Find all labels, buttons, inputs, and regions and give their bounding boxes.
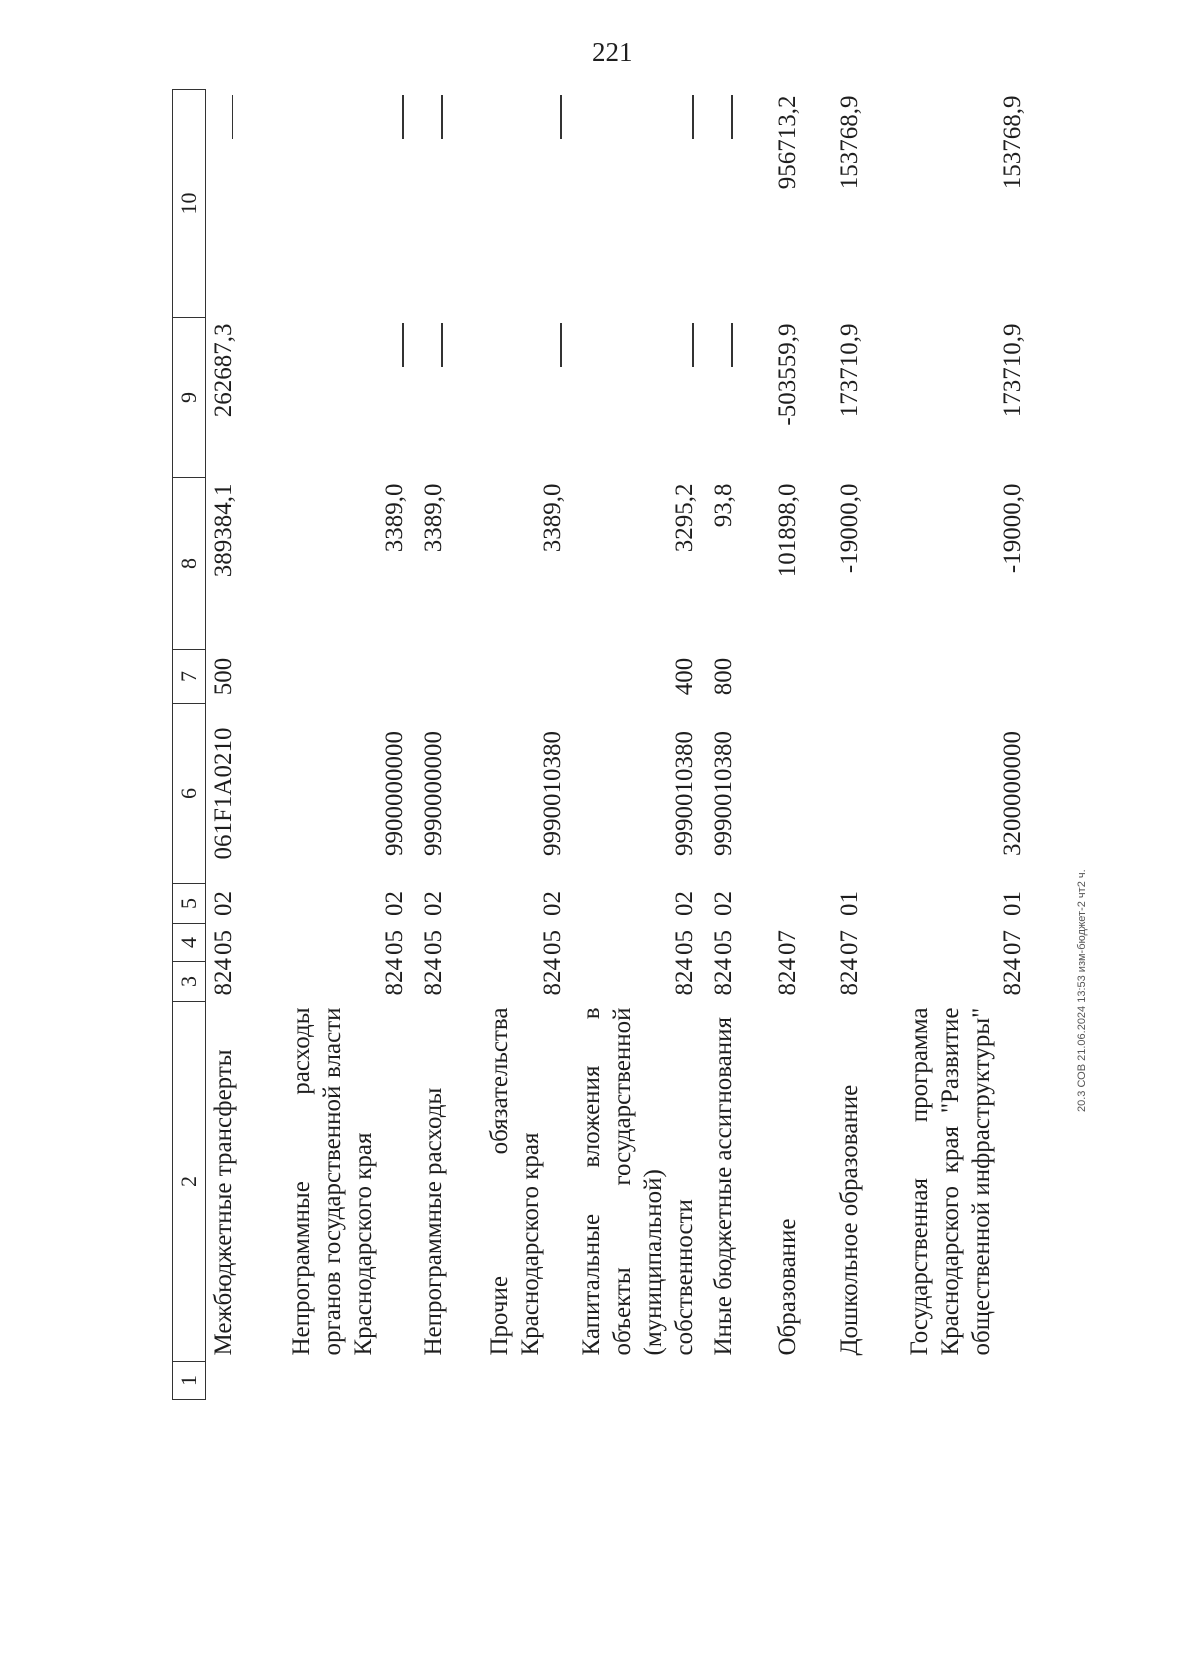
- dash-mark: [441, 324, 443, 368]
- budget-table-wrapper: [172, 90, 1052, 1400]
- table-row: [826, 90, 896, 1400]
- cell-col-1: [476, 1362, 568, 1400]
- cell-col-9: 173710,9: [835, 323, 863, 418]
- cell-col-3: 824: [210, 958, 237, 996]
- cell-col-7: [826, 650, 896, 704]
- dash-mark: [731, 96, 733, 140]
- cell-col-9: 173710,9: [998, 323, 1026, 418]
- dash-mark: [441, 96, 443, 140]
- cell-name: Капитальные вложения в объекты государственной (муниципальной) собственности: [577, 1007, 698, 1356]
- cell-col-6: [764, 704, 826, 884]
- dash-mark: [560, 324, 562, 368]
- cell-col-3: 824: [670, 958, 698, 996]
- cell-col-4: 05: [380, 930, 408, 955]
- dash-mark: [402, 324, 404, 368]
- cell-col-10: [206, 90, 278, 318]
- header-row: [173, 90, 206, 1400]
- header-col-8: 8: [173, 478, 206, 650]
- cell-col-4: 05: [419, 930, 447, 955]
- cell-col-5: [764, 884, 826, 924]
- dash-mark: [232, 96, 234, 140]
- cell-col-9: -503559,9: [773, 323, 801, 426]
- table-row: [278, 90, 410, 1400]
- cell-col-7: [764, 650, 826, 704]
- cell-col-4: 07: [998, 930, 1026, 955]
- cell-col-6: 061F1A0210: [210, 727, 237, 860]
- cell-col-10: [410, 90, 476, 318]
- cell-name: Образование: [773, 1218, 801, 1356]
- cell-col-9: [476, 318, 568, 478]
- cell-col-5: 01: [998, 891, 1026, 916]
- cell-col-5: 01: [835, 891, 863, 916]
- cell-name: Государственная программа Краснодарского края "Развитие общественной инфраструктуры": [905, 1007, 995, 1356]
- cell-name: Межбюджетные трансферты: [210, 1049, 237, 1356]
- cell-col-10: 956713,2: [773, 95, 801, 190]
- cell-col-4: 07: [835, 930, 863, 955]
- cell-col-3: 824: [538, 958, 566, 996]
- cell-col-8: 101898,0: [773, 483, 801, 578]
- header-col-3: 3: [173, 962, 206, 1002]
- cell-col-9: [410, 318, 476, 478]
- budget-table: [172, 89, 1028, 1400]
- cell-col-7: [410, 650, 476, 704]
- cell-col-6: 9990010380: [538, 731, 566, 856]
- table-row: [410, 90, 476, 1400]
- table-body: [206, 90, 1028, 1400]
- header-col-2: 2: [173, 1002, 206, 1362]
- cell-name: Дошкольное образование: [835, 1084, 863, 1356]
- cell-col-9: 262687,3: [210, 323, 237, 418]
- cell-name: Непрограммные расходы органов государственной власти Краснодарского края: [287, 1007, 377, 1356]
- table-row: [206, 90, 278, 1400]
- cell-col-1: [278, 1362, 410, 1400]
- header-col-6: 6: [173, 704, 206, 884]
- cell-col-7: 500: [210, 657, 237, 696]
- cell-col-6: 3200000000: [998, 731, 1026, 856]
- cell-col-3: 824: [709, 958, 737, 996]
- cell-col-8: 3389,0: [380, 483, 408, 553]
- cell-col-6: [826, 704, 896, 884]
- cell-col-5: 02: [538, 891, 566, 916]
- cell-col-1: [764, 1362, 826, 1400]
- dash-mark: [692, 96, 694, 140]
- cell-col-7: [476, 650, 568, 704]
- dash-mark: [402, 96, 404, 140]
- cell-col-4: 05: [538, 930, 566, 955]
- dash-mark: [731, 324, 733, 368]
- cell-col-3: 824: [835, 958, 863, 996]
- cell-col-4: 05: [709, 930, 737, 955]
- cell-col-10: [476, 90, 568, 318]
- header-col-5: 5: [173, 884, 206, 924]
- cell-col-10: 153768,9: [998, 95, 1026, 190]
- table-row: [476, 90, 568, 1400]
- cell-name: Непрограммные расходы: [419, 1087, 447, 1356]
- cell-col-5: 02: [670, 891, 698, 916]
- cell-col-8: 3295,2: [670, 483, 698, 553]
- cell-col-4: 05: [210, 930, 237, 955]
- cell-col-6: 9990010380: [709, 731, 737, 856]
- header-col-4: 4: [173, 924, 206, 962]
- cell-col-3: 824: [773, 958, 801, 996]
- cell-col-1: [896, 1362, 1028, 1400]
- page-number: 221: [592, 37, 633, 67]
- cell-name: Иные бюджетные ассигнования: [709, 1016, 737, 1356]
- cell-col-5: 02: [380, 891, 408, 916]
- cell-col-6: 9990000000: [419, 731, 447, 856]
- header-col-7: 7: [173, 650, 206, 704]
- cell-col-9: [278, 318, 410, 478]
- cell-col-7: [278, 650, 410, 704]
- cell-col-5: 02: [210, 891, 237, 916]
- dash-mark: [560, 96, 562, 140]
- cell-col-1: [410, 1362, 476, 1400]
- cell-col-7: 400: [670, 657, 698, 696]
- stamp-text: 20.3 СОВ 21.06.2024 13:53 изм-бюджет-2 чт2 ч.: [1076, 869, 1088, 1112]
- table-header: [173, 90, 206, 1400]
- header-col-1: 1: [173, 1362, 206, 1400]
- cell-col-8: 3389,0: [419, 483, 447, 553]
- cell-col-5: 02: [709, 891, 737, 916]
- cell-col-5: 02: [419, 891, 447, 916]
- cell-col-9: [700, 318, 764, 478]
- table-row: [700, 90, 764, 1400]
- cell-col-3: 824: [380, 958, 408, 996]
- cell-col-10: [278, 90, 410, 318]
- table-row: [896, 90, 1028, 1400]
- cell-col-10: [568, 90, 700, 318]
- cell-col-8: -19000,0: [998, 483, 1026, 574]
- cell-col-1: [700, 1362, 764, 1400]
- header-col-10: 10: [173, 90, 206, 318]
- cell-col-8: 93,8: [709, 483, 737, 528]
- cell-col-6: 9900000000: [380, 731, 408, 856]
- cell-col-7: 800: [709, 657, 737, 696]
- cell-col-7: [896, 650, 1028, 704]
- cell-col-1: [826, 1362, 896, 1400]
- cell-name: Прочие обязательства Краснодарского края: [485, 1007, 544, 1356]
- cell-col-9: [568, 318, 700, 478]
- cell-col-8: 389384,1: [210, 483, 237, 578]
- cell-col-8: 3389,0: [538, 483, 566, 553]
- cell-col-10: 153768,9: [835, 95, 863, 190]
- dash-mark: [692, 324, 694, 368]
- cell-col-10: [700, 90, 764, 318]
- cell-col-6: 9990010380: [670, 731, 698, 856]
- cell-col-3: 824: [998, 958, 1026, 996]
- cell-col-8: -19000,0: [835, 483, 863, 574]
- cell-col-1: [206, 1362, 278, 1400]
- header-col-9: 9: [173, 318, 206, 478]
- table-row: [568, 90, 700, 1400]
- cell-col-1: [568, 1362, 700, 1400]
- cell-col-4: 07: [773, 930, 801, 955]
- table-row: [764, 90, 826, 1400]
- cell-col-4: 05: [670, 930, 698, 955]
- cell-col-3: 824: [419, 958, 447, 996]
